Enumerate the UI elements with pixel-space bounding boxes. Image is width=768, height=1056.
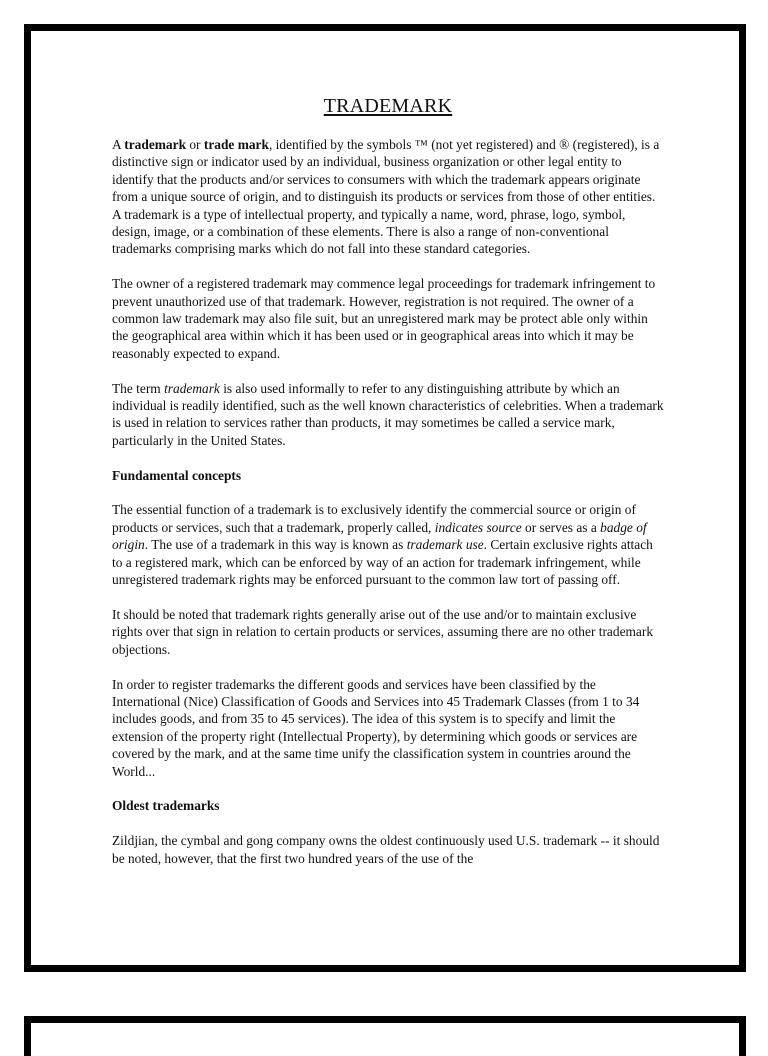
next-page-edge — [24, 1016, 746, 1056]
term-trade-mark: trade mark — [203, 137, 269, 152]
page-title: TRADEMARK — [323, 95, 453, 117]
term-badge-of-origin: badge of origin — [112, 519, 647, 553]
paragraph-informal-use: The term trademark is also used informally to refer to any distinguishing attribute by which an individual is readily identified, such as the well known characteristics of celebrities. When a trademark is used in relation to services rather than products, it may sometimes be called a service mark, particularly in the United States. — [112, 380, 664, 448]
section-heading-fundamental-concepts: Fundamental concepts — [112, 467, 242, 483]
paragraph-zildjian: Zildjian, the cymbal and gong company owns the oldest continuously used U.S. trademark -- it should be noted, however, that the first two hundred years of the use of the — [112, 833, 660, 866]
term-trademark-italic: trademark — [164, 380, 220, 396]
paragraph-classification: In order to register trademarks the different goods and services have been classified by the International (Nice) Classification of Goods and Services into 45 Trademark Classes (from 1 to 34 includes goods, and from 35 to 45 services). The idea of this system is to specify and limit the extension of the property right (Intellectual Property), by determining which goods or services are covered by the mark, and at the same time unify the classification system in countries around the World... — [112, 676, 640, 779]
paragraph-owner-rights: The owner of a registered trademark may commence legal proceedings for trademark infringement to prevent unauthorized use of that trademark. However, registration is not required. The owner of a common law trademark may also file suit, but an unregistered mark may be protect able only within the geographical area within which it has been used or in geographical areas into which it may be reasonably expected to expand. — [112, 276, 656, 361]
document-page — [24, 24, 746, 972]
section-heading-oldest-trademarks: Oldest trademarks — [112, 798, 220, 814]
term-trademark: trademark — [124, 137, 187, 152]
term-indicates-source: indicates source — [434, 519, 522, 535]
paragraph-essential-function: The essential function of a trademark is to exclusively identify the commercial source or origin of products or services, such that a trademark, properly called, indicates source or serves as a badge of origin. The use of a trademark in this way is known as trademark use. Certain exclusive rights attach to a registered mark, which can be enforced by way of an action for trademark infringement, while unregistered trademark rights may be enforced pursuant to the common law tort of passing off. — [112, 502, 653, 588]
paragraph-rights-arise: It should be noted that trademark rights generally arise out of the use and/or to maintain exclusive rights over that sign in relation to certain products or services, assuming there are no other trademark objections. — [112, 606, 654, 657]
term-trademark-use: trademark use — [406, 537, 484, 553]
page-content — [112, 93, 664, 884]
paragraph-definition: A trademark or trade mark, identified by the symbols ™ (not yet registered) and ® (registered), is a distinctive sign or indicator used by an individual, business organization or other legal entity to identify that the products and/or services to consumers with which the trademark appears originate from a unique source of origin, and to distinguish its products or services from those of other entities. A trademark is a type of intellectual property, and typically a name, word, phrase, logo, symbol, design, image, or a combination of these elements. There is also a range of non-conventional trademarks comprising marks which do not fall into these standard categories. — [112, 137, 660, 257]
